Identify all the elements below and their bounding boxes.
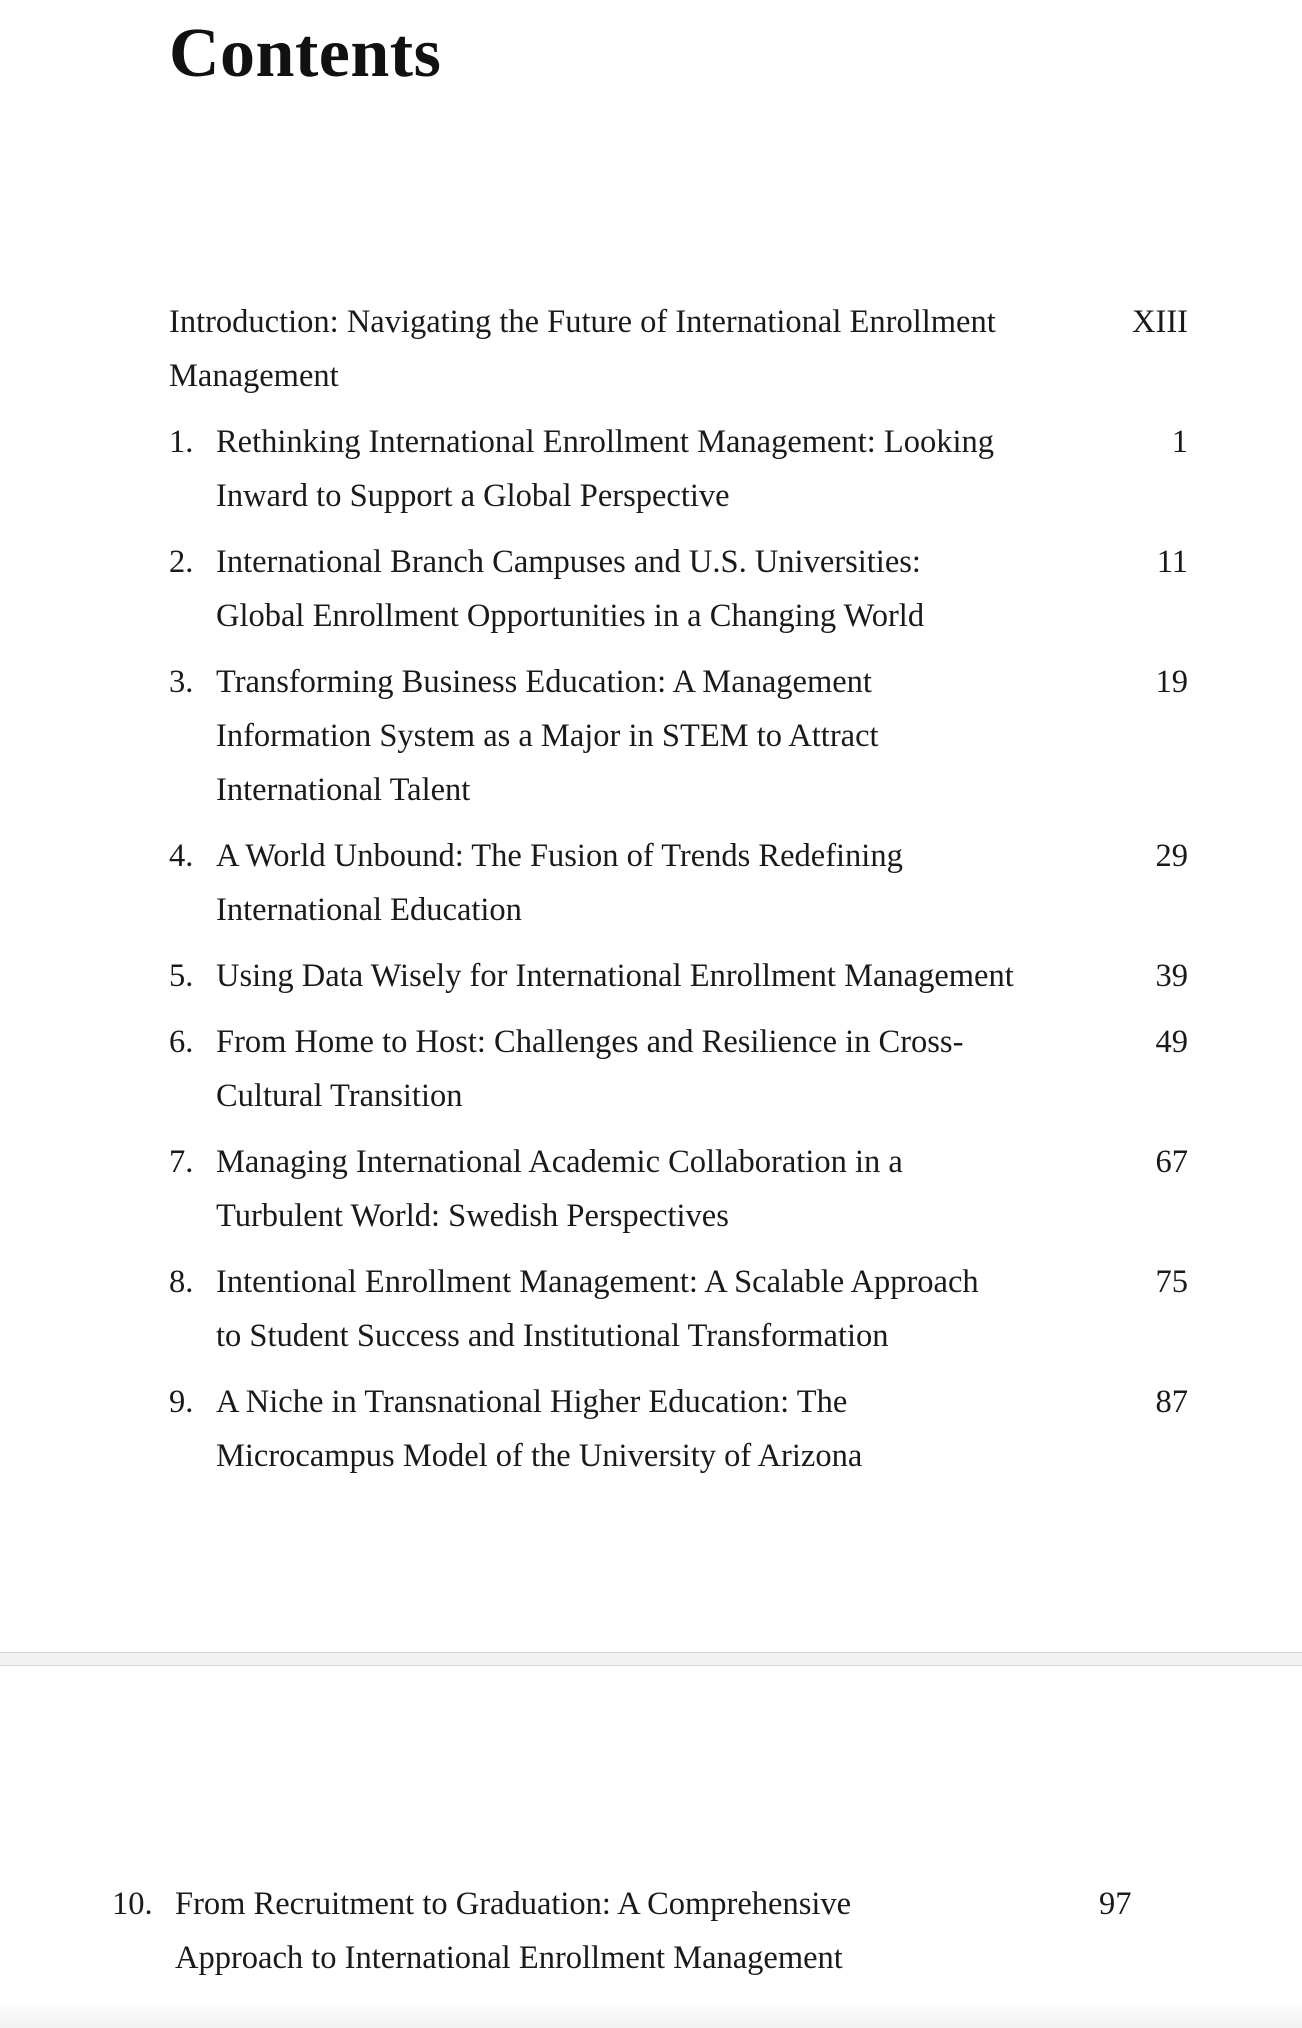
toc-entry-chapter-3[interactable]: [169, 655, 1191, 817]
toc-entry-title: A Niche in Transnational Higher Education: The Microcampus Model of the University of Arizona: [216, 1384, 863, 1474]
toc-entry-number: 6.: [169, 1024, 194, 1060]
toc-entry-chapter-5[interactable]: [169, 949, 1191, 1003]
toc-entry-page: 29: [1155, 838, 1188, 874]
toc-entry-title: From Home to Host: Challenges and Resilience in Cross-Cultural Transition: [216, 1024, 964, 1114]
toc-entry-title: Transforming Business Education: A Management Information System as a Major in STEM to Attract International Talent: [216, 664, 879, 808]
toc-entry-number: 8.: [169, 1264, 194, 1300]
toc-entry-number: 5.: [169, 958, 194, 994]
toc-entry-page: 19: [1155, 664, 1188, 700]
page-bottom-shadow: [0, 2000, 1302, 2028]
toc-entry-chapter-8[interactable]: [169, 1255, 1191, 1363]
toc-entry-number: 9.: [169, 1384, 194, 1420]
toc-entry-page: XIII: [1132, 304, 1188, 340]
toc-entry-chapter-6[interactable]: [169, 1015, 1191, 1123]
toc-entry-chapter-9[interactable]: [169, 1375, 1191, 1483]
table-of-contents: [169, 295, 1191, 1495]
toc-entry-page: 87: [1155, 1384, 1188, 1420]
toc-entry-page: 1: [1171, 424, 1188, 460]
toc-entry-title: International Branch Campuses and U.S. Universities: Global Enrollment Opportunities in a Changing World: [216, 544, 925, 634]
toc-entry-page: 75: [1155, 1264, 1188, 1300]
toc-entry-title: Introduction: Navigating the Future of International Enrollment Management: [169, 304, 996, 394]
toc-entry-number: 7.: [169, 1144, 194, 1180]
page-break-divider: [0, 1652, 1302, 1666]
toc-entry-chapter-7[interactable]: [169, 1135, 1191, 1243]
toc-entry-number: 3.: [169, 664, 194, 700]
toc-entry-chapter-2[interactable]: [169, 535, 1191, 643]
toc-entry-title: Using Data Wisely for International Enrollment Management: [216, 958, 1014, 994]
toc-entry-page: 67: [1155, 1144, 1188, 1180]
toc-entry-title: Intentional Enrollment Management: A Scalable Approach to Student Success and Institutional Transformation: [216, 1264, 979, 1354]
toc-entry-number: 1.: [169, 424, 194, 460]
toc-entry-page: 11: [1156, 544, 1188, 580]
toc-entry-chapter-1[interactable]: [169, 415, 1191, 523]
toc-entry-title: Rethinking International Enrollment Management: Looking Inward to Support a Global Perspective: [216, 424, 995, 514]
page-title: Contents: [169, 15, 442, 92]
toc-entry-page: 97: [1099, 1886, 1132, 1922]
toc-entry-number: 10.: [112, 1886, 153, 1922]
toc-entry-introduction[interactable]: [169, 295, 1191, 403]
toc-entry-chapter-4[interactable]: [169, 829, 1191, 937]
toc-entry-page: 39: [1155, 958, 1188, 994]
toc-entry-title: From Recruitment to Graduation: A Comprehensive Approach to International Enrollment Management: [175, 1886, 852, 1976]
toc-entry-title: Managing International Academic Collaboration in a Turbulent World: Swedish Perspectives: [216, 1144, 903, 1234]
toc-entry-number: 2.: [169, 544, 194, 580]
toc-entry-number: 4.: [169, 838, 194, 874]
toc-entry-title: A World Unbound: The Fusion of Trends Redefining International Education: [216, 838, 903, 928]
toc-entry-page: 49: [1155, 1024, 1188, 1060]
toc-entry-chapter-10[interactable]: [112, 1877, 1132, 1985]
